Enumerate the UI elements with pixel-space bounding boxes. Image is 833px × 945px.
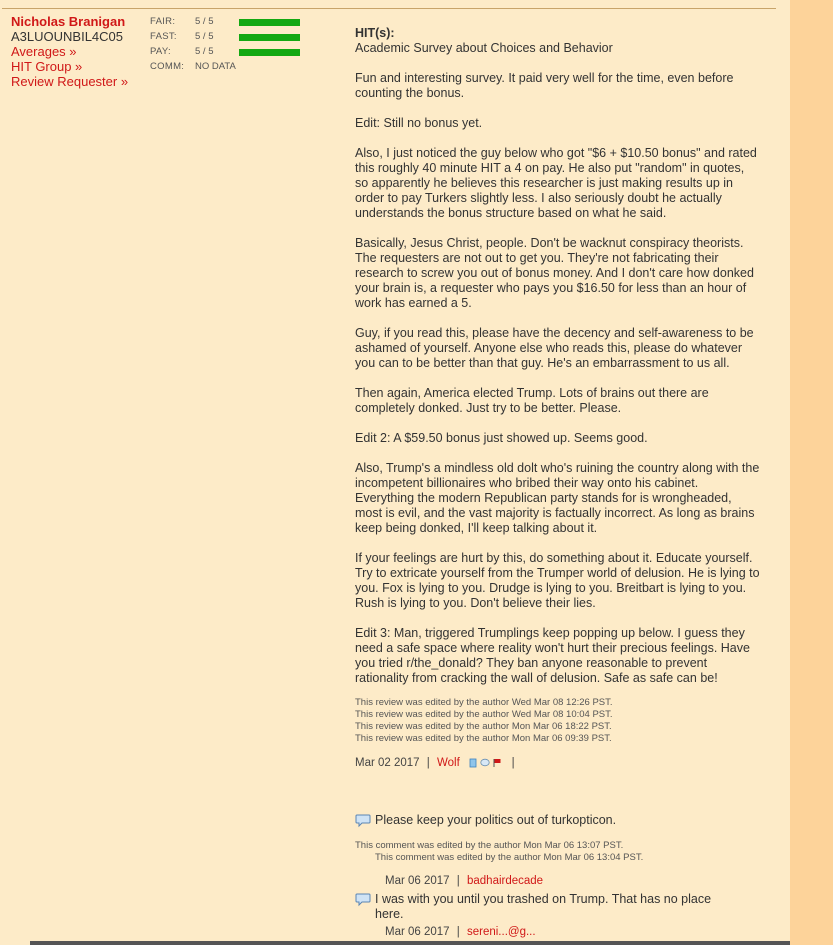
- rating-bar: [239, 49, 300, 56]
- meta-separator: |: [456, 926, 460, 938]
- edit-note: This review was edited by the author Mon Mar 06 09:39 PST.: [355, 733, 612, 744]
- comment-edit-note: This comment was edited by the author Mon Mar 06 13:04 PST.: [375, 852, 644, 863]
- flag-icon[interactable]: [469, 758, 477, 768]
- right-side-strip: [790, 0, 833, 945]
- rating-bar: [239, 34, 300, 41]
- rating-value: NO DATA: [195, 61, 236, 72]
- rating-label: FAIR:: [150, 16, 176, 27]
- averages-link[interactable]: Averages »: [11, 44, 77, 59]
- comment-date: Mar 06 2017: [385, 926, 450, 938]
- rating-bar: [239, 19, 300, 26]
- comment-meta: [385, 874, 775, 889]
- comment-meta: [385, 925, 775, 940]
- comment-date: Mar 06 2017: [385, 875, 450, 887]
- comment-item: [355, 892, 775, 922]
- requester-info: [11, 14, 128, 89]
- rating-value: 5 / 5: [195, 46, 214, 57]
- edit-note: This review was edited by the author Wed Mar 08 10:04 PST.: [355, 709, 613, 720]
- comment-text: I was with you until you trashed on Trump. That has no place here.: [375, 892, 712, 921]
- report-icon[interactable]: [493, 758, 502, 768]
- meta-separator: |: [426, 757, 430, 769]
- review-paragraph: Also, Trump's a mindless old dolt who's ruining the country along with the incompetent billionaires who bribed their way onto his cabinet. Everything the modern Republican party stands for is wrongheaded, most is evil, and the vast majority is factually incorrect. As long as brains keep being donked, I'll keep talking about it.: [355, 461, 760, 535]
- bottom-scrollbar[interactable]: [30, 941, 790, 945]
- comment-author-link[interactable]: sereni...@g...: [466, 926, 536, 938]
- review-date: Mar 02 2017: [355, 757, 420, 769]
- hit-label: HIT(s):: [355, 26, 395, 40]
- comment-text: Please keep your politics out of turkopticon.: [375, 813, 617, 827]
- comment-author-link[interactable]: badhairdecade: [466, 875, 544, 887]
- requester-id: A3LUOUNBIL4C05: [11, 29, 123, 44]
- review-body: [355, 26, 760, 771]
- review-paragraph: Edit 3: Man, triggered Trumplings keep popping up below. I guess they need a safe space where reality won't hurt their precious feelings. Have you tried r/the_donald? They ban anyone reasonable to prevent rationality from cracking the wall of delusion. Safe as safe can be!: [355, 626, 750, 685]
- review-paragraph: Edit 2: A $59.50 bonus just showed up. Seems good.: [355, 431, 648, 445]
- rating-label: COMM:: [150, 61, 185, 72]
- review-paragraph: Fun and interesting survey. It paid very well for the time, even before counting the bonus.: [355, 71, 734, 100]
- comment-item: [355, 813, 775, 828]
- edit-history: [355, 697, 760, 745]
- speech-bubble-icon: [355, 814, 371, 828]
- requester-name: Nicholas Branigan: [11, 14, 126, 29]
- rating-label: PAY:: [150, 46, 171, 57]
- rating-label: FAST:: [150, 31, 177, 42]
- meta-separator: |: [511, 757, 515, 769]
- comment-edit-note: This comment was edited by the author Mon Mar 06 13:07 PST.: [355, 840, 624, 851]
- review-paragraph: Edit: Still no bonus yet.: [355, 116, 483, 130]
- top-divider: [2, 8, 776, 9]
- review-requester-link[interactable]: Review Requester »: [11, 74, 129, 89]
- hit-group-link[interactable]: HIT Group »: [11, 59, 83, 74]
- review-meta: [355, 756, 760, 771]
- review-paragraph: Guy, if you read this, please have the decency and self-awareness to be ashamed of yourself. Anyone else who reads this, please do whatever you can to be better than that guy. He's an embarrassment to us all.: [355, 326, 754, 370]
- speech-bubble-icon: [355, 893, 371, 907]
- review-paragraph: If your feelings are hurt by this, do something about it. Educate yourself. Try to extricate yourself from the Trumper world of delusion. He is lying to you. Fox is lying to you. Drudge is lying to you. Breitbart is lying to you. Rush is lying to you. Don't believe their lies.: [355, 551, 760, 610]
- review-paragraph: Also, I just noticed the guy below who got "$6 + $10.50 bonus" and rated this roughly 40 minute HIT a 4 on pay. He also put "random" in quotes, so apparently he believes this researcher is just making results up in order to pay Turkers slightly less. I also seriously doubt he actually understands the bonus structure based on what he said.: [355, 146, 757, 220]
- review-paragraph: Basically, Jesus Christ, people. Don't be wacknut conspiracy theorists. The requesters are not out to get you. They're not fabricating their research to screw you out of bonus money. And I don't care how donked your brain is, a requester who pays you $16.50 for less than an hour of work has earned a 5.: [355, 236, 754, 310]
- edit-note: This review was edited by the author Mon Mar 06 18:22 PST.: [355, 721, 612, 732]
- comments-section: [355, 813, 775, 940]
- rating-value: 5 / 5: [195, 31, 214, 42]
- review-paragraph: Then again, America elected Trump. Lots of brains out there are completely donked. Just try to be better. Please.: [355, 386, 709, 415]
- hit-title: Academic Survey about Choices and Behavior: [355, 41, 613, 55]
- review-author-link[interactable]: Wolf: [436, 757, 460, 769]
- edit-note: This review was edited by the author Wed Mar 08 12:26 PST.: [355, 697, 613, 708]
- meta-separator: |: [456, 875, 460, 887]
- rating-value: 5 / 5: [195, 16, 214, 27]
- comment-icon[interactable]: [480, 758, 490, 768]
